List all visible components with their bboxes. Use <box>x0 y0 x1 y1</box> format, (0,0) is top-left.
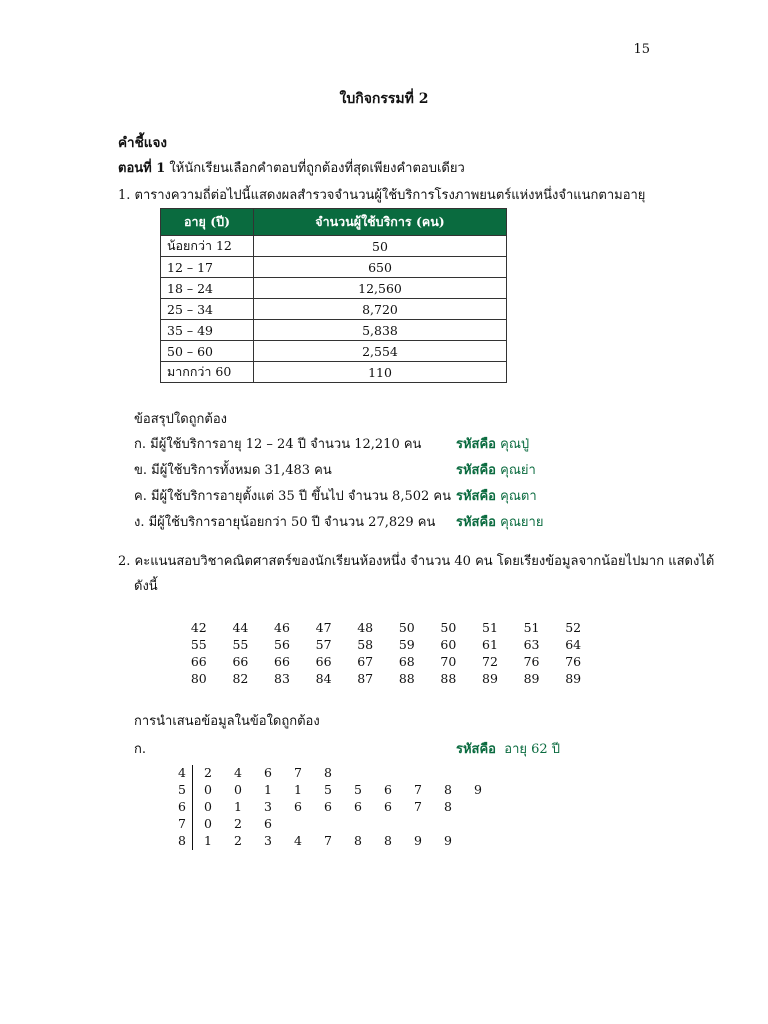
age-range-cell: 35 – 49 <box>161 320 254 341</box>
leaf-value: 1 <box>234 799 242 814</box>
leaf-value: 1 <box>204 833 212 848</box>
score-value: 48 <box>357 620 374 635</box>
leaf-value: 1 <box>264 782 272 797</box>
score-value: 52 <box>565 620 582 635</box>
score-value: 58 <box>357 637 374 652</box>
presentation-prompt: การนำเสนอข้อมูลในข้อใดถูกต้อง <box>134 714 320 729</box>
leaf-value: 8 <box>354 833 362 848</box>
age-range-cell: น้อยกว่า 12 <box>161 236 254 257</box>
score-row <box>178 620 594 637</box>
option-1b-code <box>456 459 536 480</box>
leaf-value: 3 <box>264 799 272 814</box>
score-value: 63 <box>523 637 540 652</box>
stem-leaf-plot <box>172 765 493 850</box>
leaf-value: 0 <box>204 816 212 831</box>
option-1c: ค. มีผู้ใช้บริการอายุตั้งแต่ 35 ปี ขึ้นไป จำนวน 8,502 คน <box>134 489 451 504</box>
score-value: 55 <box>190 637 207 652</box>
leaf-value: 0 <box>204 799 212 814</box>
score-value: 50 <box>398 620 415 635</box>
user-count-cell: 5,838 <box>254 320 507 341</box>
table-header-row <box>161 209 507 236</box>
leaf-value: 4 <box>294 833 302 848</box>
score-value: 82 <box>232 671 249 686</box>
code-label: รหัสคือ <box>456 437 496 452</box>
leaf-value: 6 <box>384 782 392 797</box>
option-1c-code <box>456 485 537 506</box>
page-number: 15 <box>633 42 650 57</box>
score-value: 72 <box>482 654 498 669</box>
leaf-value: 8 <box>444 799 452 814</box>
user-count-cell: 650 <box>254 257 507 278</box>
leaf-value: 7 <box>324 833 332 848</box>
leaf-value: 7 <box>414 799 422 814</box>
score-value: 84 <box>315 671 332 686</box>
stem-value: 8 <box>172 833 193 850</box>
option-2a-label: ก. <box>134 742 147 757</box>
leaf-value: 8 <box>384 833 392 848</box>
leaf-value: 2 <box>234 816 242 831</box>
score-value: 57 <box>315 637 332 652</box>
code-value: คุณยาย <box>500 515 544 530</box>
stem-value: 5 <box>172 782 193 799</box>
option-1a-code <box>456 433 529 454</box>
age-range-cell: 50 – 60 <box>161 341 254 362</box>
score-value: 44 <box>232 620 249 635</box>
leaf-value: 2 <box>204 765 212 780</box>
stem-leaf-row <box>172 833 493 850</box>
table-header-age: อายุ (ปี) <box>161 209 254 236</box>
table-row <box>161 257 507 278</box>
score-row <box>178 671 594 688</box>
part-text: ให้นักเรียนเลือกคำตอบที่ถูกต้องที่สุดเพียงคำตอบเดียว <box>169 161 465 176</box>
score-value: 68 <box>398 654 415 669</box>
score-value: 60 <box>440 637 457 652</box>
user-count-cell: 110 <box>254 362 507 383</box>
score-value: 50 <box>440 620 457 635</box>
table-row <box>161 236 507 257</box>
score-value: 83 <box>274 671 290 686</box>
leaf-value: 8 <box>324 765 332 780</box>
option-1d-code <box>456 511 543 532</box>
score-value: 66 <box>232 654 249 669</box>
score-value: 89 <box>523 671 540 686</box>
stem-leaf-row <box>172 765 493 782</box>
stem-value: 4 <box>172 765 193 782</box>
stem-leaf-row <box>172 782 493 799</box>
score-grid <box>178 620 594 688</box>
part-label: ตอนที่ 1 <box>118 161 166 176</box>
table-row <box>161 278 507 299</box>
table-header-count: จำนวนผู้ใช้บริการ (คน) <box>254 209 507 236</box>
question-2-text: 2. คะแนนสอบวิชาคณิตศาสตร์ของนักเรียนห้องหนึ่ง จำนวน 40 คน โดยเรียงข้อมูลจากน้อยไปมาก แสดงได้ <box>118 554 715 569</box>
user-count-cell: 8,720 <box>254 299 507 320</box>
score-value: 70 <box>440 654 457 669</box>
stem-leaf-row <box>172 816 493 833</box>
code-label: รหัสคือ <box>456 742 496 757</box>
score-value: 89 <box>565 671 582 686</box>
question-2-text-cont: ดังนี้ <box>134 579 158 594</box>
score-row <box>178 654 594 671</box>
table-row <box>161 320 507 341</box>
leaf-value: 5 <box>354 782 362 797</box>
score-value: 66 <box>274 654 290 669</box>
score-value: 61 <box>482 637 498 652</box>
leaf-value: 1 <box>294 782 302 797</box>
conclusion-prompt: ข้อสรุปใดถูกต้อง <box>134 412 227 427</box>
score-value: 51 <box>523 620 540 635</box>
score-value: 46 <box>274 620 290 635</box>
code-value: คุณย่า <box>500 463 536 478</box>
code-value: อายุ 62 ปี <box>504 742 561 757</box>
table-row <box>161 362 507 383</box>
leaf-value: 6 <box>264 765 272 780</box>
score-value: 87 <box>357 671 374 686</box>
leaf-value: 9 <box>414 833 422 848</box>
option-2a-code <box>456 738 560 759</box>
leaf-value: 6 <box>384 799 392 814</box>
stem-value: 7 <box>172 816 193 833</box>
score-value: 80 <box>190 671 207 686</box>
leaf-value: 6 <box>324 799 332 814</box>
leaf-value: 9 <box>444 833 452 848</box>
code-label: รหัสคือ <box>456 489 496 504</box>
leaf-value: 6 <box>264 816 272 831</box>
leaf-value: 6 <box>354 799 362 814</box>
leaf-value: 0 <box>234 782 242 797</box>
frequency-table <box>160 208 507 383</box>
score-value: 51 <box>482 620 498 635</box>
score-value: 89 <box>482 671 498 686</box>
score-value: 59 <box>398 637 415 652</box>
stem-value: 6 <box>172 799 193 816</box>
option-1b: ข. มีผู้ใช้บริการทั้งหมด 31,483 คน <box>134 463 332 478</box>
score-value: 42 <box>190 620 207 635</box>
age-range-cell: 12 – 17 <box>161 257 254 278</box>
stem-leaf-row <box>172 799 493 816</box>
score-value: 56 <box>274 637 290 652</box>
option-1a: ก. มีผู้ใช้บริการอายุ 12 – 24 ปี จำนวน 12,210 คน <box>134 437 422 452</box>
score-value: 66 <box>190 654 207 669</box>
score-value: 47 <box>315 620 332 635</box>
option-1d: ง. มีผู้ใช้บริการอายุน้อยกว่า 50 ปี จำนวน 27,829 คน <box>134 515 436 530</box>
code-value: คุณตา <box>500 489 537 504</box>
part-instruction <box>118 157 465 178</box>
score-value: 88 <box>440 671 457 686</box>
table-body <box>161 236 507 383</box>
leaf-value: 3 <box>264 833 272 848</box>
score-value: 67 <box>357 654 374 669</box>
instructions-heading: คำชี้แจง <box>118 135 167 151</box>
score-value: 55 <box>232 637 249 652</box>
leaf-value: 7 <box>294 765 302 780</box>
code-value: คุณปู่ <box>500 437 530 452</box>
code-label: รหัสคือ <box>456 515 496 530</box>
table-row <box>161 299 507 320</box>
leaf-value: 6 <box>294 799 302 814</box>
score-value: 64 <box>565 637 582 652</box>
age-range-cell: มากกว่า 60 <box>161 362 254 383</box>
user-count-cell: 50 <box>254 236 507 257</box>
age-range-cell: 18 – 24 <box>161 278 254 299</box>
score-value: 88 <box>398 671 415 686</box>
age-range-cell: 25 – 34 <box>161 299 254 320</box>
question-1-text: 1. ตารางความถี่ต่อไปนี้แสดงผลสำรวจจำนวนผู้ใช้บริการโรงภาพยนตร์แห่งหนึ่งจำแนกตามอายุ <box>118 188 646 203</box>
table-row <box>161 341 507 362</box>
score-value: 76 <box>523 654 540 669</box>
leaf-value: 8 <box>444 782 452 797</box>
score-row <box>178 637 594 654</box>
leaf-value: 0 <box>204 782 212 797</box>
score-value: 66 <box>315 654 332 669</box>
user-count-cell: 12,560 <box>254 278 507 299</box>
score-value: 76 <box>565 654 582 669</box>
leaf-value: 9 <box>474 782 482 797</box>
leaf-value: 5 <box>324 782 332 797</box>
leaf-value: 7 <box>414 782 422 797</box>
leaf-value: 4 <box>234 765 242 780</box>
user-count-cell: 2,554 <box>254 341 507 362</box>
leaf-value: 2 <box>234 833 242 848</box>
worksheet-title: ใบกิจกรรมที่ 2 <box>339 91 429 107</box>
code-label: รหัสคือ <box>456 463 496 478</box>
